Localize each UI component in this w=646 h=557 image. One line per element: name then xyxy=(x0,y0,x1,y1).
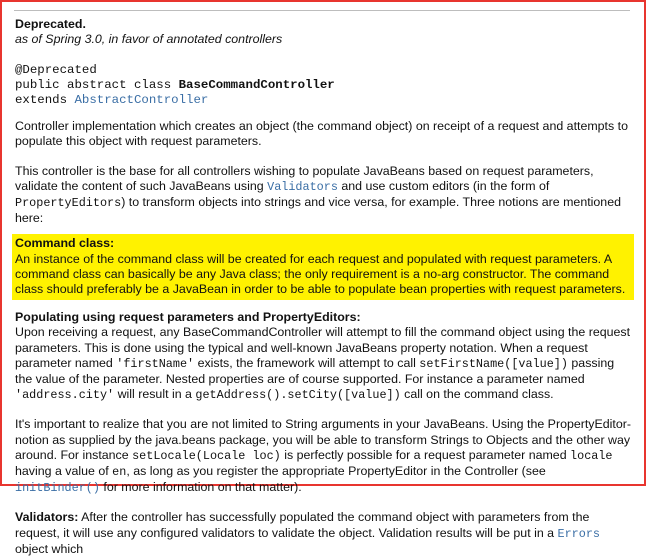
deprecated-note: as of Spring 3.0, in favor of annotated controllers xyxy=(15,32,283,47)
deprecated-heading: Deprecated. xyxy=(15,17,86,31)
base-paragraph xyxy=(15,164,631,227)
validators-text-1: After the controller has successfully populated the command object with parameters from the request, it will use any configured validators to validate the object. Validation results will be put in a xyxy=(15,510,590,540)
initbinder-link[interactable]: initBinder() xyxy=(15,481,100,496)
locale-code: locale xyxy=(570,448,613,463)
en-code: en xyxy=(112,465,127,480)
errors-link[interactable]: Errors xyxy=(557,526,600,541)
string-args-text-2: is perfectly possible for a request parameter named xyxy=(280,447,571,462)
populating-text-5: call on the command class. xyxy=(400,387,554,402)
populating-text-1: Upon receiving a request, any BaseCommandController will attempt to fill the command object using the request parameters. This is done using the typical and well-known JavaBeans property notation. When a request parameter named xyxy=(15,325,631,370)
parent-class-link[interactable]: AbstractController xyxy=(74,92,209,107)
intro-paragraph: Controller implementation which creates an object (the command object) on receipt of a request and attempts to populate this object with request parameters. xyxy=(15,119,628,149)
base-text-1: This controller is the base for all controllers wishing to populate JavaBeans based on request parameters, validate the content of such JavaBeans using xyxy=(15,163,594,193)
command-class-text: An instance of the command class will be created for each request and populated with request parameters. A command class can basically be any Java class; the only requirement is a no-arg constructor. The command class should preferably be a JavaBean in order to be able to populate bean properties with request parameters. xyxy=(15,251,626,297)
string-args-paragraph xyxy=(15,417,631,496)
populating-text-3: passing the value of the parameter. Nested properties are of course supported. For instance a parameter named xyxy=(15,355,615,387)
populating-paragraph xyxy=(15,325,631,403)
validators-paragraph xyxy=(15,510,631,557)
command-class-highlight xyxy=(12,234,634,300)
signature-prefix: public abstract class xyxy=(15,78,179,92)
string-args-text-5: for more information on that matter). xyxy=(99,480,302,495)
setfirstname-code: setFirstName([value]) xyxy=(419,356,568,371)
getaddress-code: getAddress().setCity([value]) xyxy=(195,388,401,403)
top-divider xyxy=(14,10,630,11)
validators-link[interactable]: Validators xyxy=(267,179,338,194)
populating-heading: Populating using request parameters and PropertyEditors: xyxy=(15,310,361,325)
class-name: BaseCommandController xyxy=(178,78,335,92)
extends-keyword: extends xyxy=(15,92,75,107)
extends-line xyxy=(15,93,631,108)
validators-text-2: object which xyxy=(15,541,84,556)
base-text-2: and use custom editors (in the form of xyxy=(337,178,550,193)
string-args-text-4: , as long as you register the appropriate PropertyEditor in the Controller (see xyxy=(126,464,546,479)
firstname-code: 'firstName' xyxy=(116,356,195,371)
property-editors-code: PropertyEditors xyxy=(15,196,122,210)
base-text-3: ) to transform objects into strings and vice versa, for example. Three notions are mentioned here: xyxy=(15,195,621,226)
address-city-code: 'address.city' xyxy=(15,388,115,403)
signature-line xyxy=(15,78,631,93)
class-signature xyxy=(15,63,631,107)
command-class-heading: Command class: xyxy=(15,236,115,251)
class-description xyxy=(15,17,631,557)
validators-heading: Validators: xyxy=(15,510,79,525)
populating-text-4: will result in a xyxy=(114,387,196,402)
string-args-text-3: having a value of xyxy=(15,464,113,479)
annotation: @Deprecated xyxy=(15,63,97,78)
populating-text-2: exists, the framework will attempt to call xyxy=(194,355,420,370)
setlocale-code: setLocale(Locale loc) xyxy=(132,448,281,463)
string-args-text-1: It's important to realize that you are not limited to String arguments in your JavaBeans. Using the PropertyEditor-notion as supplied by the java.beans package, you will be able to transform Strings to Objects and the other way around. For instance xyxy=(15,417,631,462)
